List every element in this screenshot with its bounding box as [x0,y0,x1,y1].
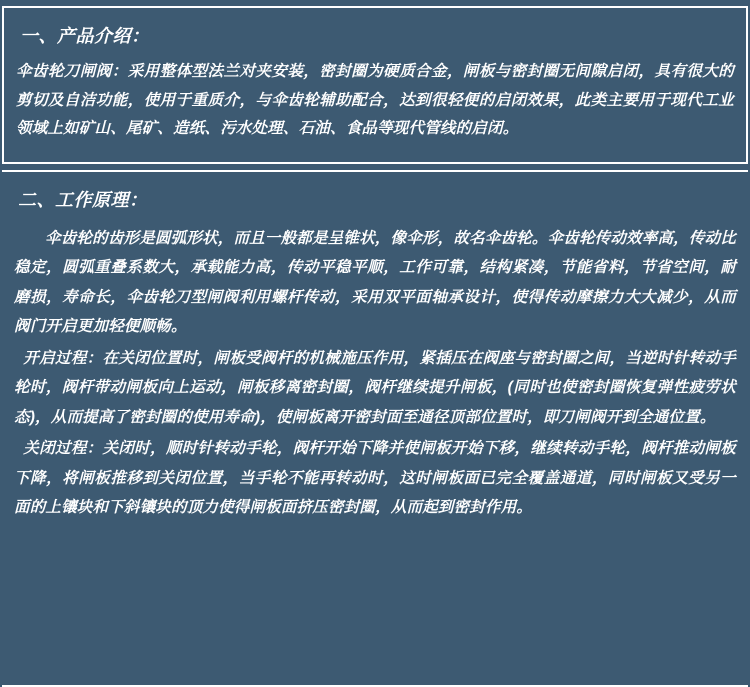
closing-process-paragraph: 关闭过程：关闭时，顺时针转动手轮，阀杆开始下降并使闸板开始下移，继续转动手轮，阀杆推动闸板下降，将闸板推移到关闭位置，当手轮不能再转动时，这时闸板面已完全覆盖通道，同时闸板又受另一面的上镶块和下斜镶块的顶力使得闸板面挤压密封圈，从而起到密封作用。 [14,440,736,516]
section-two-heading: 二、工作原理： [18,190,148,211]
working-principle-panel [2,170,748,687]
working-principle-paragraph-1: 伞齿轮的齿形是圆弧形状，而且一般都是呈锥状，像伞形，故名伞齿轮。伞齿轮传动效率高，传动比稳定，圆弧重叠系数大，承载能力高，传动平稳平顺，工作可靠，结构紧凑，节能省料，节省空间，耐磨损，寿命长，伞齿轮刀型闸阀利用螺杆传动，采用双平面轴承设计，使得传动摩擦力大大减少，从而阀门开启更加轻便顺畅。 [14,230,736,336]
product-introduction-panel [2,6,748,164]
section-one-paragraph: 伞齿轮刀闸阀：采用整体型法兰对夹安装，密封圈为硬质合金，闸板与密封圈无间隙启闭，具有很大的剪切及自洁功能，使用于重质介，与伞齿轮辅助配合，达到很轻便的启闭效果，此类主要用于现代工业领域上如矿山、尾矿、造纸、污水处理、石油、食品等现代管线的启闭。 [16,63,734,138]
opening-process-paragraph: 开启过程：在关闭位置时，闸板受阀杆的机械施压作用，紧插压在阀座与密封圈之间，当逆时针转动手轮时，阀杆带动闸板向上运动，闸板移离密封圈，阀杆继续提升闸板，(同时也使密封圈恢复弹性疲劳状态)，从而提高了密封圈的使用寿命)，使闸板离开密封面至通径顶部位置时，即刀闸阀开到全通位置。 [14,349,736,426]
section-one-heading: 一、产品介绍： [20,26,150,46]
